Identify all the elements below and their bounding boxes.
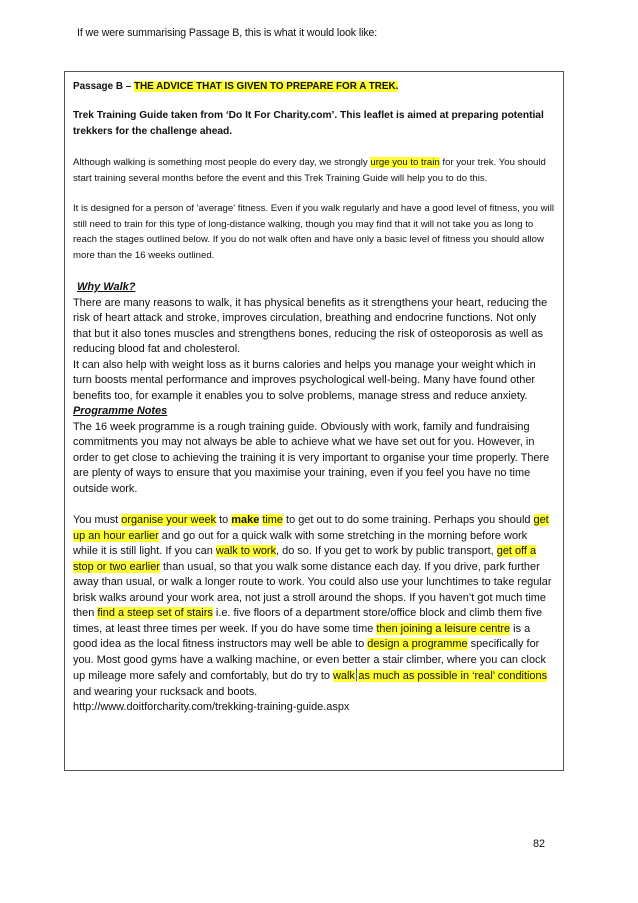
advice-text-8: i.e. five floors of a department store/office block and climb them five times, at least three times per week. If you do have some time <box>73 607 543 635</box>
advice-text-6: , do so. If you get to work by public transport, <box>276 545 497 557</box>
source-url: http://www.doitforcharity.com/trekking-training-guide.aspx <box>73 701 350 713</box>
advice-text-5: and go out for a quick walk with some stretching in the morning before work while it is still light. If you can <box>73 529 528 557</box>
para1-before: Although walking is something most people do every day, we strongly <box>73 157 371 168</box>
paragraph-advice <box>73 513 555 700</box>
passage-subtitle: Trek Training Guide taken from ‘Do It For Charity.com’. This leaflet is aimed at preparing potential trekkers for the challenge ahead. <box>73 110 544 137</box>
paragraph-fitness: It is designed for a person of 'average' fitness. Even if you walk regularly and have a good level of fitness, you will still need to train for this type of long-distance walking, though you may find that it will not take you as long to reach the stages outlined below. If you do not walk often and have only a basic level of fitness you should allow more than the 16 weeks outlined. <box>73 203 554 261</box>
advice-highlight-5: walk to work <box>215 545 277 557</box>
intro-text: If we were summarising Passage B, this is what it would look like: <box>77 27 378 39</box>
advice-highlight-1: organise your week <box>121 514 217 526</box>
advice-highlight-10: walk <box>333 670 355 682</box>
advice-text-10: specifically for you. Most good gyms have a walking machine, or even better a stair climber, where you can clock up mileage more safely and comfortably, but do try to <box>73 638 546 682</box>
heading-why-walk: Why Walk? <box>77 281 136 293</box>
passage-title-highlight: THE ADVICE THAT IS GIVEN TO PREPARE FOR A TREK. <box>133 81 399 92</box>
advice-highlight-7: find a steep set of stairs <box>97 607 213 619</box>
advice-highlight-9: design a programme <box>367 638 468 650</box>
page-number: 82 <box>533 838 546 850</box>
advice-text-9: is a good idea as the local fitness instructors may well be able to <box>73 622 531 650</box>
paragraph-intro <box>73 155 555 186</box>
advice-text-7: than usual, so that you walk some distance each day. If you drive, park further away than usual, or walk a longer route to work. You could also use your lunchtimes to take regular brisk walks around your work area, not just a stroll around the shops. If you haven’t got much time then <box>73 560 552 619</box>
advice-highlight-4: get up an hour earlier <box>73 514 549 542</box>
paragraph-programme: The 16 week programme is a rough training guide. Obviously with work, family and fundraising commitments you may not always be able to achieve what we have set out for you. However, in order to get close to achieving the training it is very important to organise your time properly. There are plenty of ways to ensure that you maximise your training, even if you feel you have no time outside work. <box>73 420 550 495</box>
advice-highlight-6: get off a stop or two earlier <box>73 545 537 573</box>
advice-highlight-2: make <box>231 514 260 526</box>
advice-highlight-3: time <box>262 514 283 526</box>
paragraph-why-2: It can also help with weight loss as it burns calories and helps you manage your weight which in turn boosts mental performance and improves psychological well-being. Many have found other benefits too, for example it enables you to solve problems, manage stress and reduce anxiety. <box>73 358 536 402</box>
passage-box <box>64 71 564 771</box>
passage-title-prefix: Passage B – <box>73 81 134 92</box>
para1-highlight: urge you to train <box>370 157 440 168</box>
para1-after: for your trek. You should start training several months before the event and this Trek Training Guide will help you to do this. <box>73 157 546 184</box>
paragraph-gap <box>73 497 555 513</box>
paragraph-why-1: There are many reasons to walk, it has physical benefits as it strengthens your heart, reducing the risk of heart attack and stroke, improves circulation, breathing and endocrine functions. Not only that but it also tones muscles and strengthens bones, reducing the risk of osteoporosis as well as reducing blood fat and cholesterol. <box>73 296 548 355</box>
passage-title <box>73 81 555 92</box>
advice-text-11: and wearing your rucksack and boots. <box>73 685 258 698</box>
advice-highlight-8: then joining a leisure centre <box>376 622 511 635</box>
advice-text-1: You must <box>73 514 122 526</box>
advice-text-2: to <box>216 514 232 526</box>
heading-programme-notes: Programme Notes <box>73 405 168 417</box>
advice-text-4: to get out to do some training. Perhaps you should <box>283 514 534 526</box>
advice-highlight-11: as much as possible in ‘real’ conditions <box>358 670 548 682</box>
